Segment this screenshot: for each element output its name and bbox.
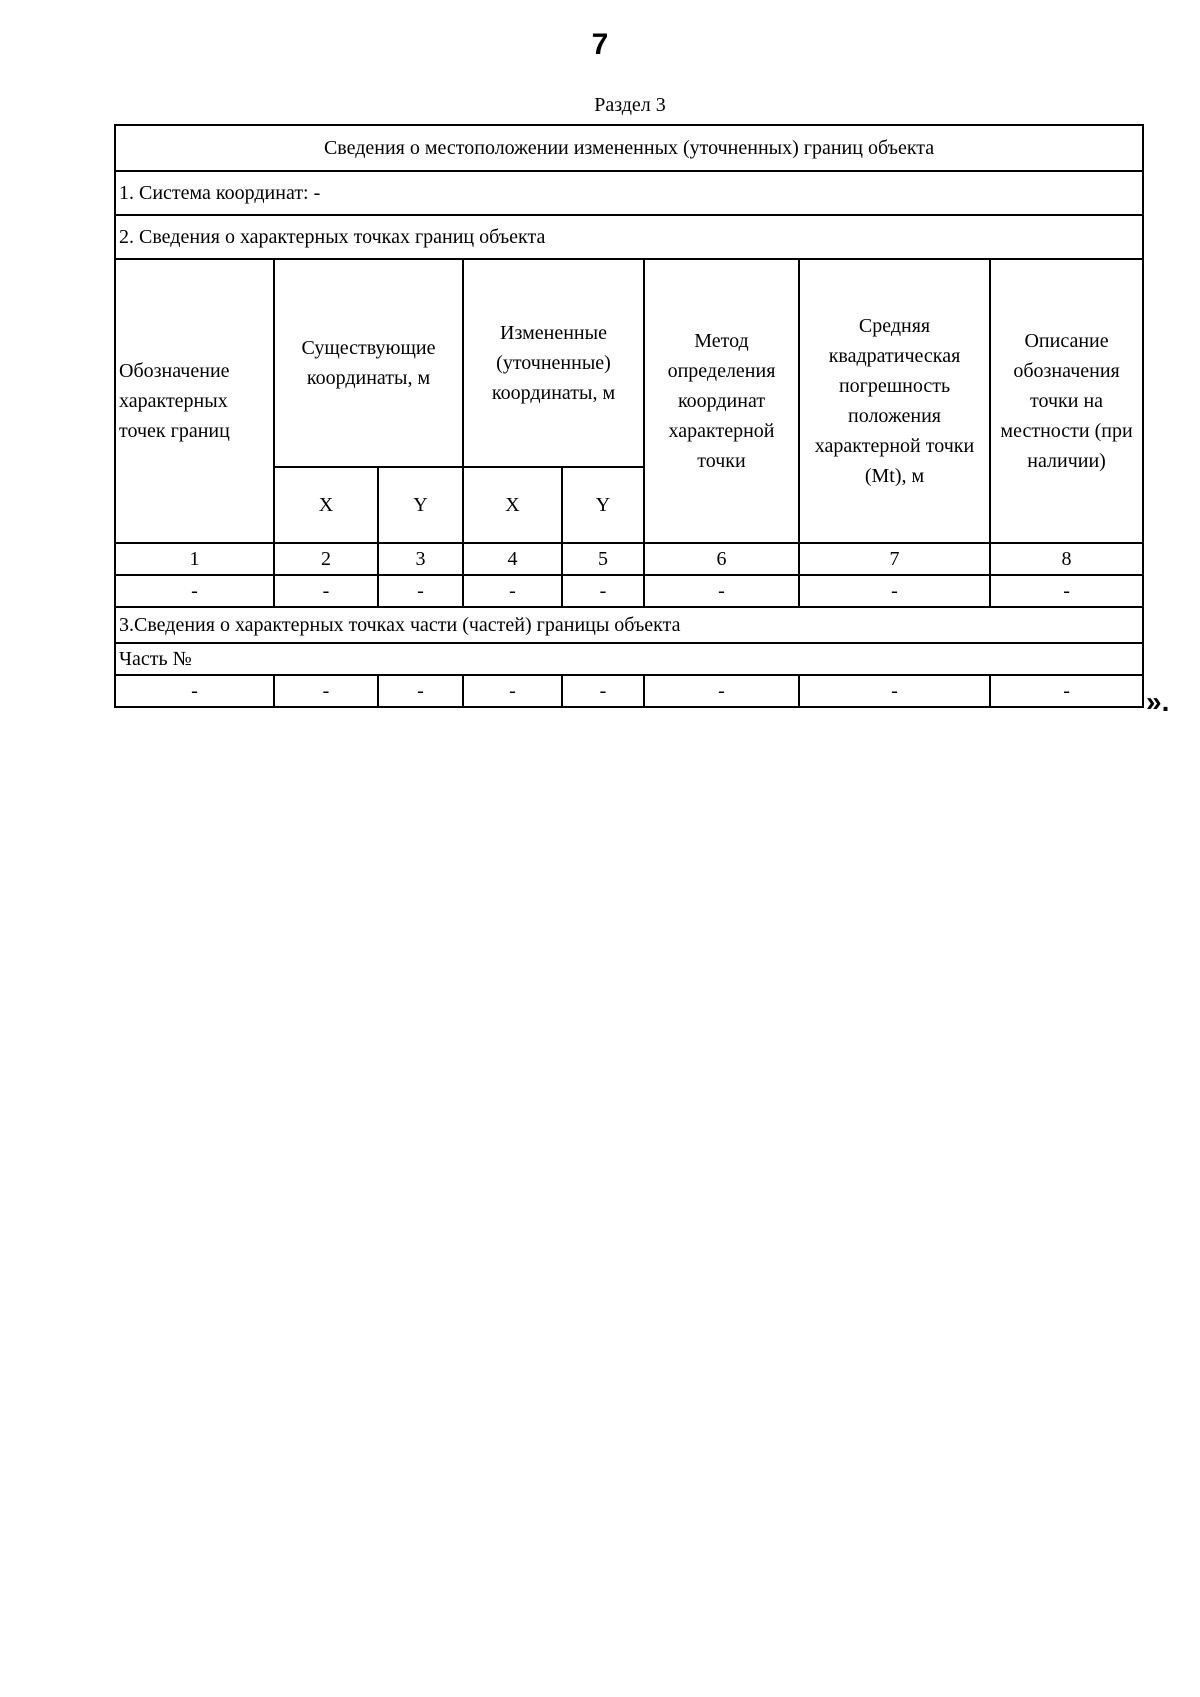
table-cell: - <box>562 675 644 707</box>
header-existing-coords: Существующие координаты, м <box>274 259 463 467</box>
header-changed-y: Y <box>562 467 644 543</box>
column-number: 7 <box>799 543 990 575</box>
table-row <box>115 575 1143 607</box>
column-number: 5 <box>562 543 644 575</box>
part-number-row: Часть № <box>115 643 1143 675</box>
table-cell: - <box>378 575 463 607</box>
column-number: 2 <box>274 543 378 575</box>
header-method: Метод определения координат характерной точки <box>644 259 799 543</box>
header-mean-error: Средняя квадратическая погрешность положения характерной точки (Mt), м <box>799 259 990 543</box>
section-label: Раздел 3 <box>594 94 666 116</box>
parts-heading-row: 3.Сведения о характерных точках части (частей) границы объекта <box>115 607 1143 643</box>
table-row <box>115 675 1143 707</box>
column-number: 8 <box>990 543 1143 575</box>
points-heading-row: 2. Сведения о характерных точках границ объекта <box>115 215 1143 259</box>
table-cell: - <box>274 675 378 707</box>
table-cell: - <box>562 575 644 607</box>
table-cell: - <box>799 675 990 707</box>
header-changed-coords: Измененные (уточненные) координаты, м <box>463 259 644 467</box>
column-number-row <box>115 543 1143 575</box>
header-description: Описание обозначения точки на местности (при наличии) <box>990 259 1143 543</box>
page-number: 7 <box>591 28 609 61</box>
column-number: 4 <box>463 543 562 575</box>
table-cell: - <box>274 575 378 607</box>
column-number: 6 <box>644 543 799 575</box>
column-number: 3 <box>378 543 463 575</box>
boundary-points-table <box>114 124 1144 708</box>
table-cell: - <box>990 675 1143 707</box>
table-title: Сведения о местоположении измененных (уточненных) границ объекта <box>115 125 1143 171</box>
table-cell: - <box>115 675 274 707</box>
closing-quote-mark: ». <box>1146 686 1170 717</box>
header-existing-y: Y <box>378 467 463 543</box>
table-cell: - <box>644 675 799 707</box>
table-cell: - <box>990 575 1143 607</box>
table-cell: - <box>115 575 274 607</box>
header-existing-x: X <box>274 467 378 543</box>
coord-system-row: 1. Система координат: - <box>115 171 1143 215</box>
column-number: 1 <box>115 543 274 575</box>
header-changed-x: X <box>463 467 562 543</box>
table-cell: - <box>378 675 463 707</box>
table-cell: - <box>463 575 562 607</box>
table-cell: - <box>644 575 799 607</box>
header-point-designation: Обозначение характерных точек границ <box>115 259 274 543</box>
table-cell: - <box>799 575 990 607</box>
table-cell: - <box>463 675 562 707</box>
